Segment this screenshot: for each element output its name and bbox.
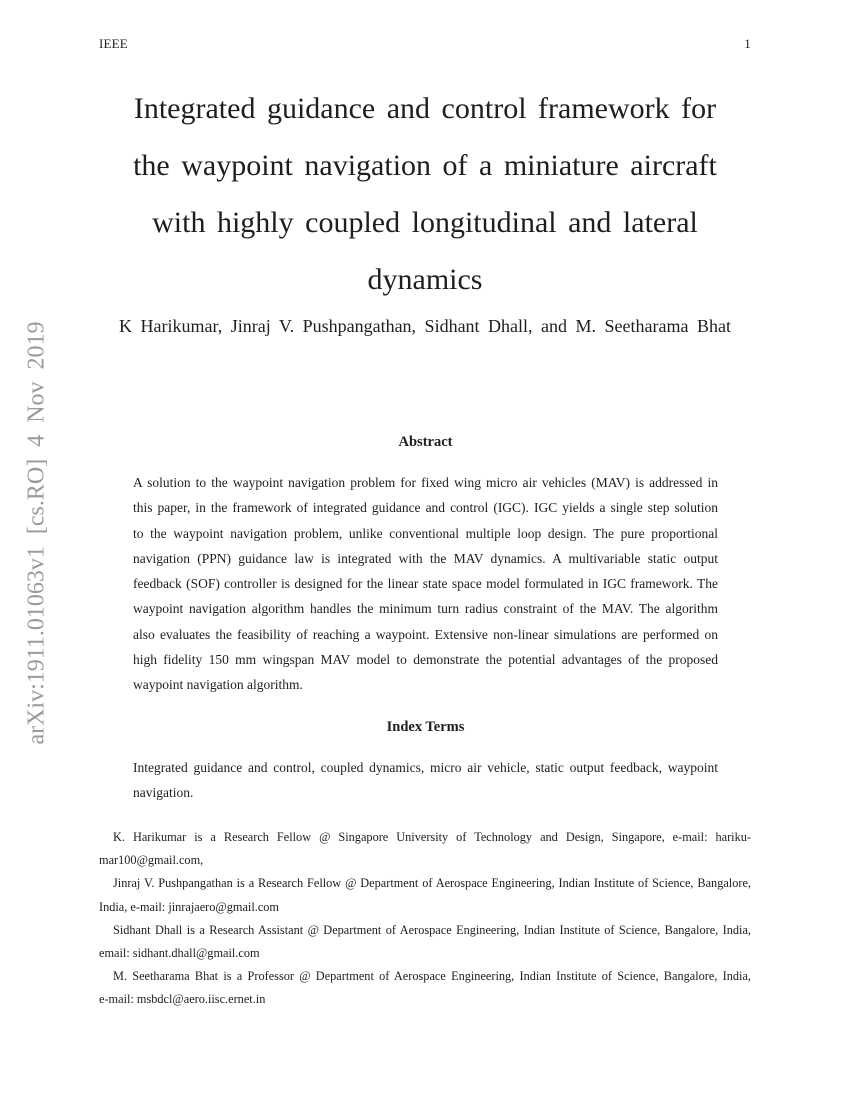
footnote-line: e-mail: msbdcl@aero.iisc.ernet.in	[99, 992, 266, 1007]
footnote-line: India, e-mail: jinrajaero@gmail.com	[99, 899, 279, 914]
authors-line: K Harikumar, Jinraj V. Pushpangathan, Sidhant Dhall, and M. Seetharama Bhat	[118, 316, 731, 336]
abstract-line: this paper, in the framework of integrated guidance and control (IGC). IGC yields a single step solution	[133, 500, 718, 516]
index-terms-text	[133, 755, 718, 806]
title-line: dynamics	[367, 263, 483, 296]
page-number: 1	[744, 36, 751, 51]
footnote-line: K. Harikumar is a Research Fellow @ Singapore University of Technology and Design, Singapore, e-mail: hariku-	[113, 830, 751, 844]
abstract-line: navigation (PPN) guidance law is integrated with the MAV dynamics. A multivariable static output	[133, 550, 718, 566]
footnote-line: mar100@gmail.com,	[99, 853, 204, 868]
abstract-text	[133, 470, 718, 698]
abstract-line: feedback (SOF) controller is designed for the linear state space model formulated in IGC framework. The	[133, 576, 718, 592]
arxiv-watermark: arXiv:1911.01063v1 [cs.RO] 4 Nov 2019	[23, 321, 50, 745]
index-terms-heading: Index Terms	[386, 719, 465, 735]
index-terms-line: navigation.	[133, 785, 194, 801]
paper-title	[85, 80, 765, 308]
abstract-line: waypoint navigation algorithm handles the minimum turn radius constraint of the MAV. The algorithm	[133, 601, 718, 617]
abstract-heading: Abstract	[398, 434, 453, 450]
abstract-line: high fidelity 150 mm wingspan MAV model to demonstrate the potential advantages of the proposed	[133, 652, 718, 668]
title-line: the waypoint navigation of a miniature aircraft	[133, 149, 717, 182]
abstract-line: also evaluates the feasibility of reaching a waypoint. Extensive non-linear simulations are performed on	[133, 626, 718, 642]
footnote-line: Sidhant Dhall is a Research Assistant @ Department of Aerospace Engineering, Indian Institute of Science, Bangalore, India,	[113, 922, 751, 937]
author-footnotes	[99, 826, 751, 1012]
abstract-line: to the waypoint navigation problem, unlike conventional multiple loop design. The pure proportional	[133, 525, 718, 541]
footnote-line: M. Seetharama Bhat is a Professor @ Department of Aerospace Engineering, Indian Institute of Science, Bangalore, India,	[113, 969, 751, 984]
title-line: with highly coupled longitudinal and lateral	[152, 206, 698, 239]
abstract-line: A solution to the waypoint navigation problem for fixed wing micro air vehicles (MAV) is addressed in	[133, 475, 718, 490]
page-header	[99, 36, 751, 52]
abstract-line: waypoint navigation algorithm.	[133, 677, 303, 693]
journal-label: IEEE	[99, 36, 128, 51]
index-terms-line: Integrated guidance and control, coupled dynamics, micro air vehicle, static output feedback, waypoint	[133, 760, 718, 775]
title-line: Integrated guidance and control framework for	[133, 92, 717, 125]
footnote-line: email: sidhant.dhall@gmail.com	[99, 946, 260, 961]
footnote-line: Jinraj V. Pushpangathan is a Research Fellow @ Department of Aerospace Engineering, Indian Institute of Science, Bangalore,	[113, 876, 751, 891]
